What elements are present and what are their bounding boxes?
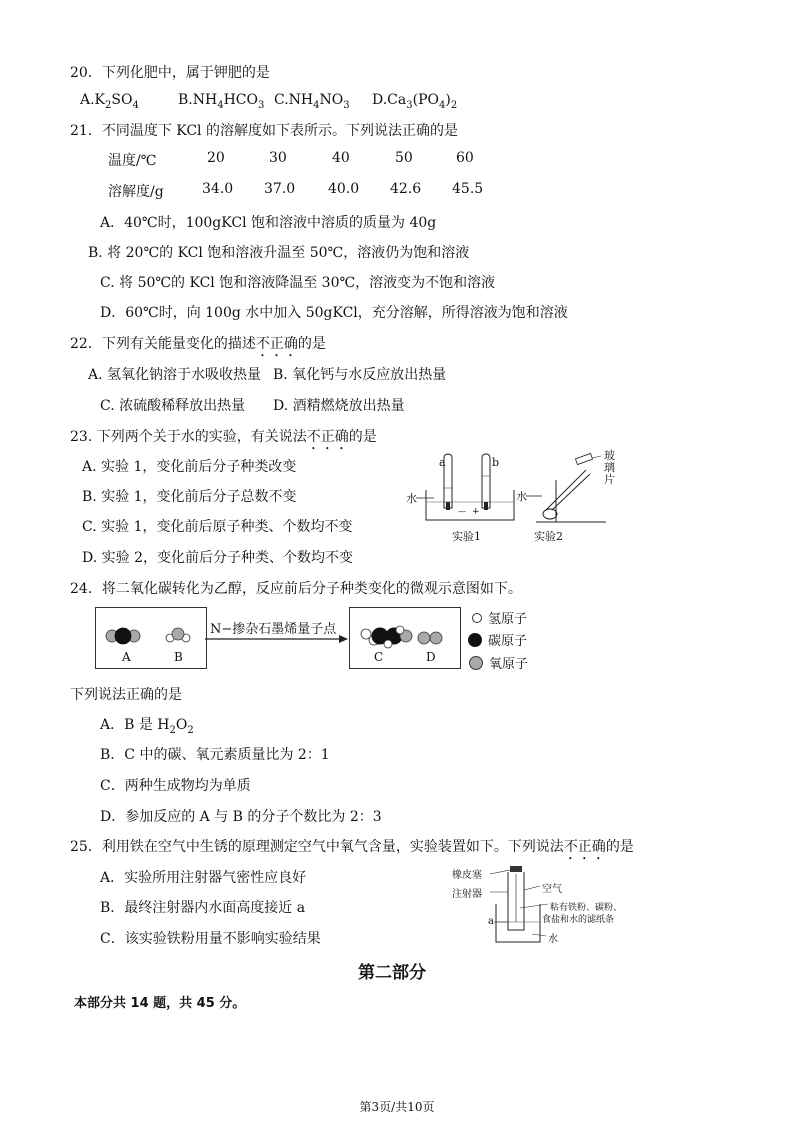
q23-option-a[interactable]: A. 实验 1，变化前后分子种类改变 <box>82 459 297 475</box>
table-cell: 34.0 <box>202 181 234 197</box>
q21-option-d[interactable]: D．60℃时，向 100g 水中加入 50gKCl，充分溶解，所得溶液为饱和溶液 <box>100 305 568 321</box>
table-cell: 45.5 <box>452 181 484 197</box>
section-title: 第二部分 <box>358 963 426 983</box>
q23-option-d[interactable]: D. 实验 2，变化前后分子种类、个数均不变 <box>82 550 353 566</box>
q23-option-b[interactable]: B. 实验 1，变化前后分子总数不变 <box>82 489 297 505</box>
fig-label-paper: 粘有铁粉、碳粉、 <box>550 903 623 913</box>
q24-option-b[interactable]: B．C 中的碳、氧元素质量比为 2：1 <box>100 747 330 763</box>
legend-hydrogen: 氢原子 <box>472 608 527 627</box>
q24-option-a[interactable]: A．B 是 $H_2O_2$ <box>100 717 194 736</box>
q20-option-c[interactable]: $C.NH_4NO_3$ <box>274 92 350 111</box>
fig-label-paper2: 食盐和水的滤纸条 <box>542 915 615 925</box>
reaction-arrow-icon <box>205 634 349 644</box>
fig-label-water2: 水 <box>516 490 527 503</box>
section-note: 本部分共 14 题，共 45 分。 <box>74 996 246 1011</box>
fig-label-water1: 水 <box>406 492 417 505</box>
q22-stem: 22．下列有关能量变化的描述不正确的是 <box>70 336 326 352</box>
products-box <box>349 607 461 669</box>
q20-option-d[interactable]: $D.Ca_3(PO_4)_2$ <box>372 92 458 111</box>
q21-option-a[interactable]: A．40℃时，100gKCl 饱和溶液中溶质的质量为 40g <box>100 215 437 231</box>
table-row-label-temp: 温度/℃ <box>108 153 157 169</box>
q21-option-b[interactable]: B. 将 20℃的 KCl 饱和溶液升温至 50℃，溶液仍为饱和溶液 <box>88 245 470 261</box>
fig-caption-2: 实验2 <box>534 530 563 543</box>
molecule-label-c: C <box>374 650 384 664</box>
q22-option-d[interactable]: D. 酒精燃烧放出热量 <box>273 398 405 414</box>
reactant-molecules <box>96 608 206 668</box>
fig-label-plus: + <box>472 507 480 517</box>
oxygen-atom-icon <box>469 656 483 670</box>
q25-apparatus-figure <box>452 862 642 947</box>
table-row-label-solubility: 溶解度/g <box>108 184 164 200</box>
q25-option-b[interactable]: B．最终注射器内水面高度接近 a <box>100 900 306 916</box>
fig-caption-1: 实验1 <box>452 530 481 543</box>
legend-carbon: 碳原子 <box>468 630 527 649</box>
q23-experiment-figure <box>406 450 621 545</box>
q24-option-d[interactable]: D．参加反应的 A 与 B 的分子个数比为 2：3 <box>100 809 382 825</box>
table-cell: 20 <box>207 150 225 166</box>
q22-option-b[interactable]: B. 氧化钙与水反应放出热量 <box>273 367 447 383</box>
q25-option-c[interactable]: C．该实验铁粉用量不影响实验结果 <box>100 931 321 947</box>
q24-lead: 下列说法正确的是 <box>70 687 182 703</box>
q20-option-b[interactable]: $B.NH_4HCO_3$ <box>178 92 265 111</box>
table-cell: 40.0 <box>328 181 360 197</box>
q23-stem: 23. 下列两个关于水的实验，有关说法不正确的是 <box>70 429 377 445</box>
table-cell: 42.6 <box>390 181 422 197</box>
reactants-box <box>95 607 207 669</box>
molecule-label-d: D <box>426 650 436 664</box>
fig-label-plug: 橡皮塞 <box>452 870 482 881</box>
q24-option-c[interactable]: C．两种生成物均为单质 <box>100 778 251 794</box>
q24-stem: 24．将二氧化碳转化为乙醇，反应前后分子种类变化的微观示意图如下。 <box>70 581 522 597</box>
table-cell: 40 <box>332 150 350 166</box>
molecule-label-b: B <box>174 650 183 664</box>
q20-options <box>80 92 457 111</box>
fig-label-syringe: 注射器 <box>452 889 482 900</box>
fig-label-a-mark: a <box>488 916 494 927</box>
q20-stem: 20．下列化肥中，属于钾肥的是 <box>70 65 270 81</box>
q25-stem: 25．利用铁在空气中生锈的原理测定空气中氧气含量，实验装置如下。下列说法不正确的是 <box>70 839 634 855</box>
q23-option-c[interactable]: C. 实验 1，变化前后原子种类、个数均不变 <box>82 519 353 535</box>
legend-oxygen: 氧原子 <box>469 653 528 672</box>
table-cell: 50 <box>395 150 413 166</box>
q21-option-c[interactable]: C. 将 50℃的 KCl 饱和溶液降温至 30℃，溶液变为不饱和溶液 <box>100 275 496 291</box>
table-cell: 37.0 <box>264 181 296 197</box>
product-molecules <box>350 608 460 668</box>
table-cell: 60 <box>456 150 474 166</box>
carbon-atom-icon <box>468 633 482 647</box>
page-footer: 第3页/共10页 <box>359 1100 435 1114</box>
q22-option-a[interactable]: A. 氢氧化钠溶于水吸收热量 <box>88 367 262 383</box>
q22-option-c[interactable]: C. 浓硫酸稀释放出热量 <box>100 398 246 414</box>
table-cell: 30 <box>269 150 287 166</box>
q25-option-a[interactable]: A．实验所用注射器气密性应良好 <box>100 870 307 886</box>
fig-label-minus: — <box>458 507 466 516</box>
hydrogen-atom-icon <box>472 613 482 623</box>
fig-label-b: b <box>492 456 500 469</box>
fig-label-a: a <box>439 456 446 469</box>
fig-label-air: 空气 <box>542 884 562 895</box>
q21-stem: 21．不同温度下 KCl 的溶解度如下表所示。下列说法正确的是 <box>70 123 458 139</box>
catalyst-label: N−掺杂石墨烯量子点 <box>210 622 337 637</box>
q20-option-a[interactable]: $A.K_2SO_4$ <box>80 92 139 111</box>
molecule-label-a: A <box>122 650 131 664</box>
fig-label-water: 水 <box>548 934 558 945</box>
fig-label-glass: 玻 璃 片 <box>604 449 615 486</box>
